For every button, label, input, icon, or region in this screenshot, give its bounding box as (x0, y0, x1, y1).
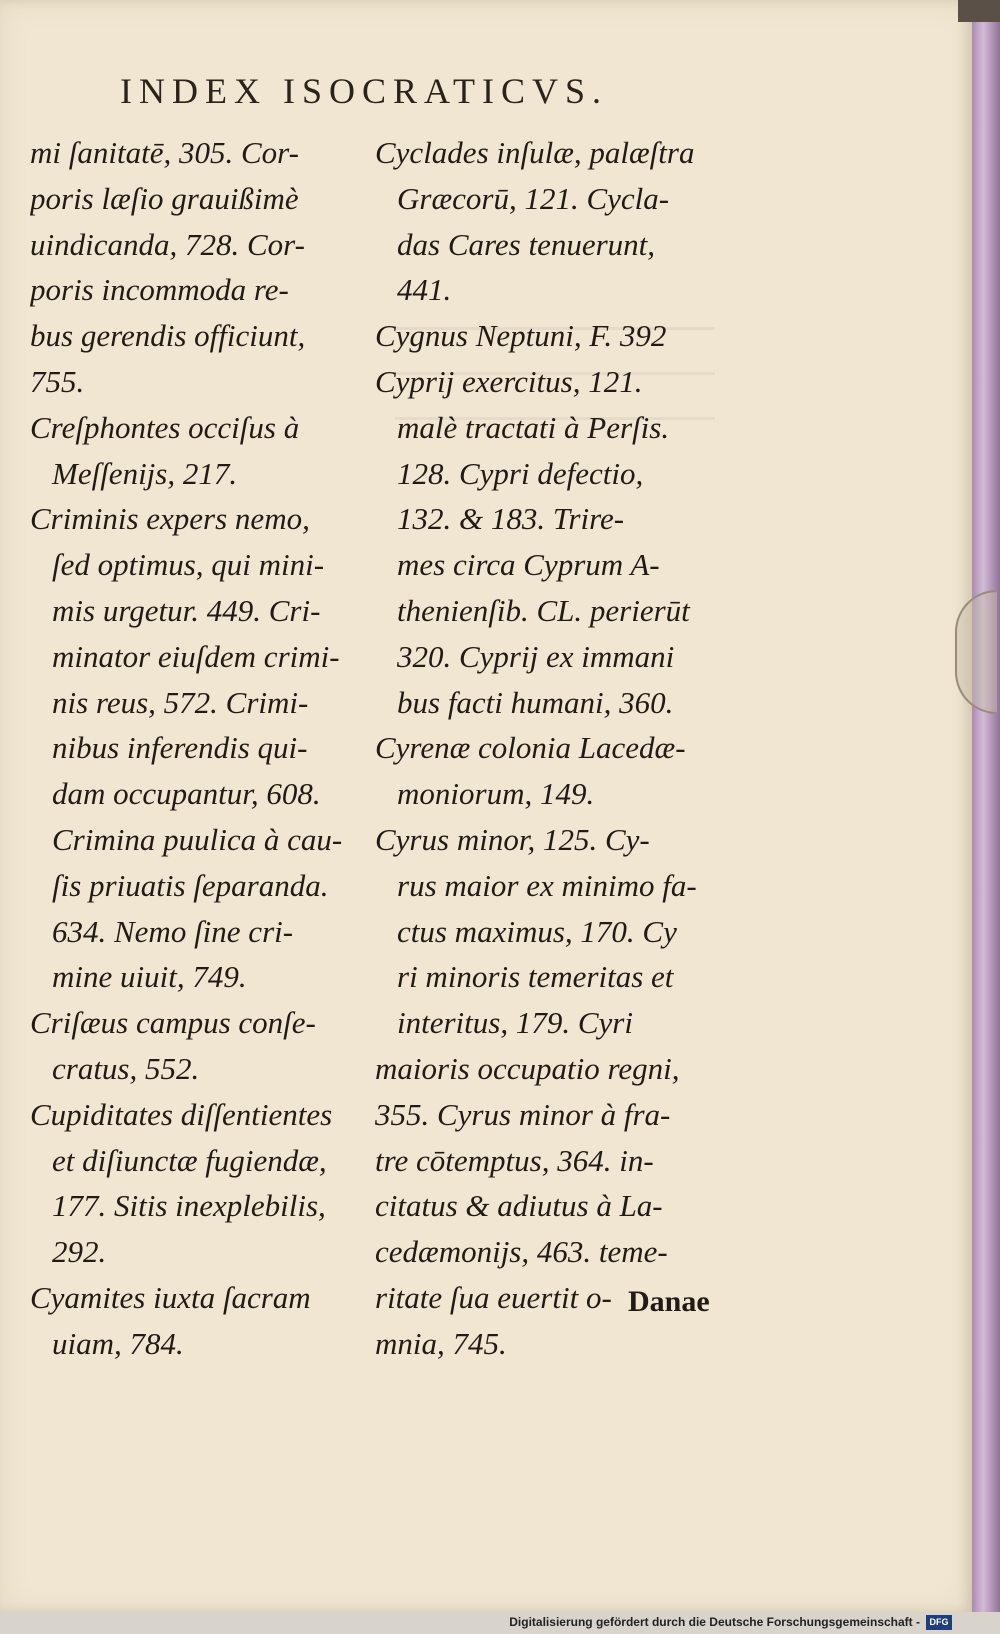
index-line: 128. Cypri defectio, (397, 455, 644, 491)
index-line: 132. & 183. Trire- (397, 501, 625, 537)
index-line: mes circa Cyprum A- (397, 547, 660, 583)
index-line: mis urgetur. 449. Cri- (52, 592, 321, 628)
index-line: poris incommoda re- (30, 272, 289, 308)
index-line: 355. Cyrus minor à fra- (375, 1096, 671, 1132)
index-line: bus facti humani, 360. (397, 684, 674, 720)
index-line: uiam, 784. (52, 1325, 184, 1361)
index-line: moniorum, 149. (397, 776, 595, 812)
index-entry-start: Cyprij exercitus, 121. (375, 363, 643, 399)
index-line: mnia, 745. (375, 1325, 507, 1361)
footer-credit: Digitalisierung gefördert durch die Deutsche Forschungsgemeinschaft - (509, 1615, 920, 1629)
index-line: 320. Cyprij ex immani (397, 638, 675, 674)
index-line: Crimina puulica à cau- (52, 821, 343, 857)
index-line: maioris occupatio regni, (375, 1050, 680, 1086)
index-line: tre cōtemptus, 364. in- (375, 1142, 654, 1178)
index-line: nis reus, 572. Crimi- (52, 684, 309, 720)
index-line: Meſſenijs, 217. (52, 455, 238, 491)
index-line: citatus & adiutus à La- (375, 1188, 663, 1224)
index-line: minator eiuſdem crimi- (52, 638, 340, 674)
index-line: 755. (30, 363, 85, 399)
index-line: cedæmonijs, 463. teme- (375, 1234, 668, 1270)
index-entry-start: Creſphontes occiſus à (30, 409, 300, 445)
index-line: ri minoris temeritas et (397, 959, 674, 995)
index-line: mi ſanitatē, 305. Cor- (30, 135, 299, 170)
index-line: dam occupantur, 608. (52, 776, 321, 812)
index-line: nibus inferendis qui- (52, 730, 308, 766)
index-line: cratus, 552. (52, 1050, 200, 1086)
digitization-footer (0, 1612, 1000, 1634)
index-line: 634. Nemo ſine cri- (52, 913, 294, 949)
index-line: mine uiuit, 749. (52, 959, 247, 995)
index-line: ctus maximus, 170. Cy (397, 913, 677, 949)
index-line: bus gerendis officiunt, (30, 318, 306, 354)
index-entry-start: Cyclades inſulæ, palæſtra (375, 135, 695, 170)
index-entry-start: Criſæus campus conſe- (30, 1005, 316, 1041)
index-line: ſed optimus, qui mini- (52, 547, 325, 583)
index-entry-start: Cyrus minor, 125. Cy- (375, 821, 650, 857)
index-line: 292. (52, 1234, 107, 1270)
index-line: rus maior ex minimo fa- (397, 867, 697, 903)
index-line: Græcorū, 121. Cycla- (397, 180, 670, 216)
page-block-edge (972, 0, 1000, 1612)
index-column-right (375, 130, 720, 1367)
index-line: poris læſio grauißimè (30, 180, 299, 216)
index-entry-start: Cygnus Neptuni, F. 392 (375, 318, 667, 354)
index-line: uindicanda, 728. Cor- (30, 226, 305, 262)
running-title: INDEX ISOCRATICVS. (120, 71, 609, 111)
index-column-left (30, 130, 360, 1367)
binding-corner (958, 0, 1000, 22)
catchword: Danae (628, 1285, 710, 1318)
index-entry-start: Cyrenæ colonia Lacedæ- (375, 730, 686, 766)
index-line: interitus, 179. Cyri (397, 1005, 633, 1041)
index-line: thenienſib. CL. perierūt (397, 592, 690, 628)
index-entry-start: Cyamites iuxta ſacram (30, 1279, 311, 1315)
index-line: das Cares tenuerunt, (397, 226, 656, 262)
index-line: ritate ſua euertit o- (375, 1279, 612, 1315)
index-entry-start: Criminis expers nemo, (30, 501, 310, 537)
dfg-logo-icon: DFG (926, 1615, 952, 1630)
clasp-mark (955, 590, 997, 714)
index-entry-start: Cupiditates diſſentientes (30, 1096, 333, 1132)
index-line: et diſiunctæ fugiendæ, (52, 1142, 327, 1178)
index-line: 441. (397, 272, 452, 308)
index-line: malè tractati à Perſis. (397, 409, 670, 445)
index-line: ſis priuatis ſeparanda. (52, 867, 329, 903)
index-line: 177. Sitis inexplebilis, (52, 1188, 326, 1224)
